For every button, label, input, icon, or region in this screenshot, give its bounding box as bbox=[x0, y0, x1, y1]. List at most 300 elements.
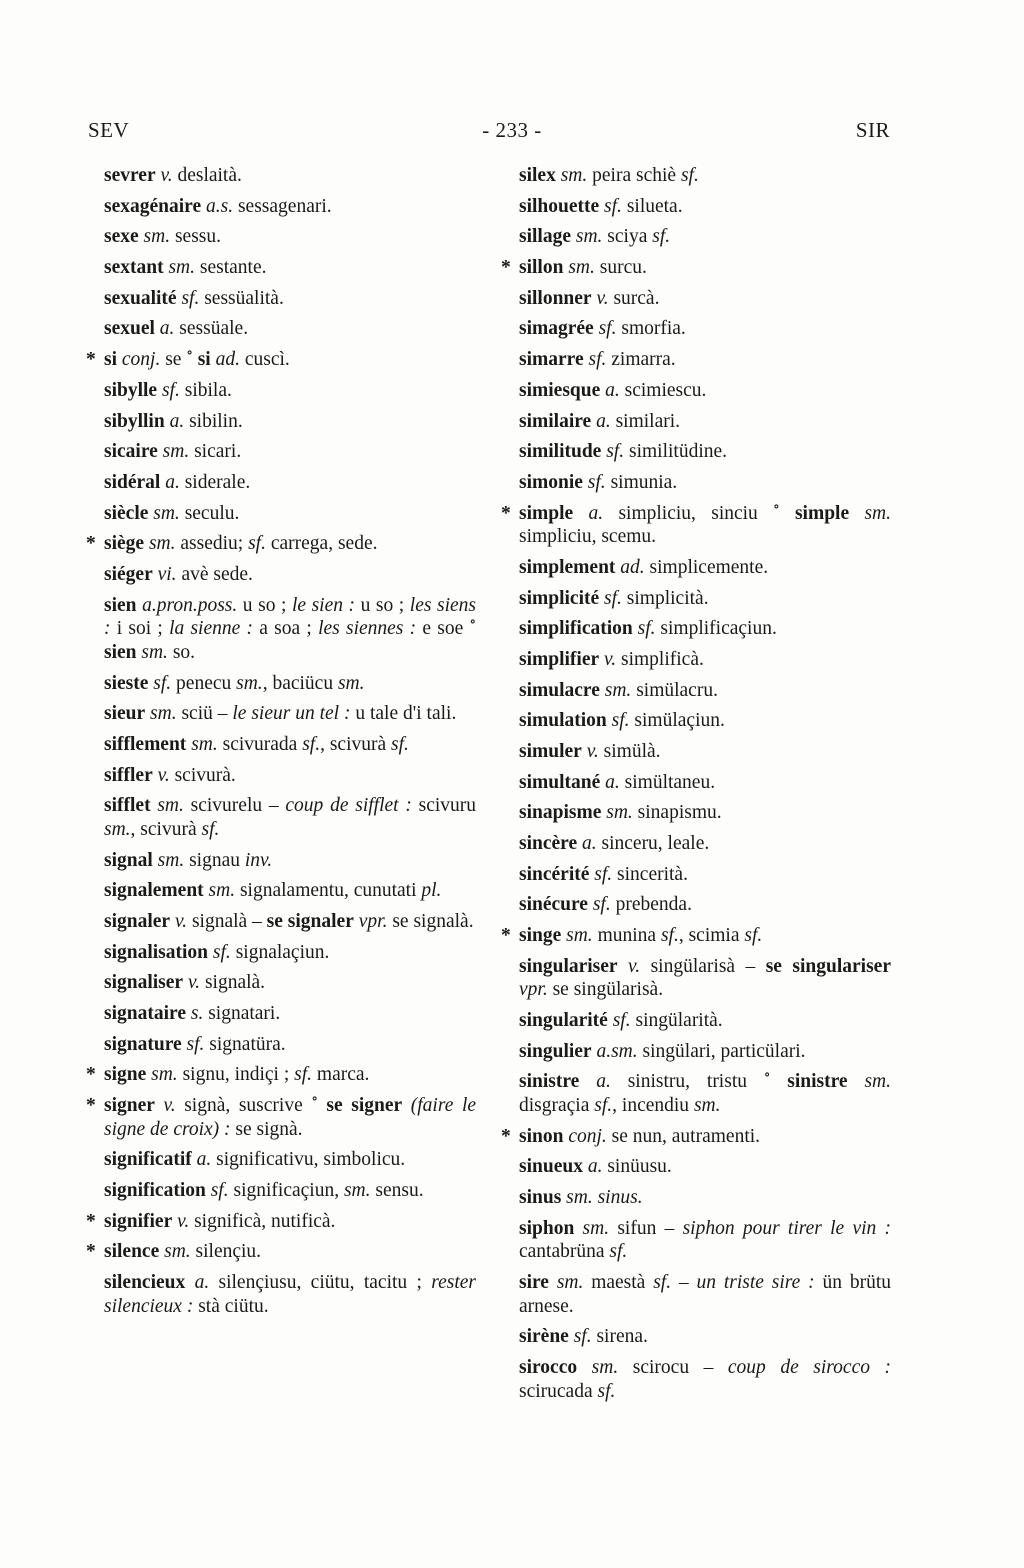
grammar-label: sf. bbox=[588, 349, 607, 371]
headword: signification bbox=[104, 1180, 206, 1201]
headword: sincère bbox=[519, 833, 578, 855]
grammar-label: a. bbox=[596, 410, 611, 432]
subentry-headword: se singulariser bbox=[765, 955, 891, 977]
grammar-label: vpr. bbox=[358, 910, 388, 932]
headword: sinon bbox=[519, 1125, 564, 1147]
headword: similitude bbox=[519, 441, 602, 463]
headword: sillonner bbox=[519, 287, 592, 309]
definition-text: sirena. bbox=[591, 1326, 648, 1348]
definition-text: se bbox=[160, 349, 187, 371]
grammar-label: sf. bbox=[653, 1272, 672, 1294]
dictionary-entry bbox=[519, 801, 891, 825]
dictionary-entry bbox=[519, 893, 891, 917]
headword: significatif bbox=[104, 1149, 192, 1171]
grammar-label: a.s. bbox=[206, 195, 234, 217]
subentry-headword: ˚ simple bbox=[773, 502, 850, 524]
headword: simiesque bbox=[519, 379, 601, 401]
grammar-label: sf. bbox=[181, 287, 200, 309]
headword: sincérité bbox=[519, 863, 590, 885]
dictionary-entry bbox=[519, 832, 891, 856]
headword: simuler bbox=[519, 740, 582, 762]
definition-text: sinapismu. bbox=[632, 802, 722, 824]
grammar-label: sf. bbox=[744, 925, 763, 947]
dictionary-entry bbox=[519, 348, 891, 372]
grammar-label: pl. bbox=[421, 880, 442, 902]
definition-text: stà ciütu. bbox=[193, 1295, 269, 1317]
subentry-headword: ˚ sinistre bbox=[763, 1071, 848, 1093]
grammar-label: v. bbox=[174, 910, 188, 932]
dictionary-entry bbox=[519, 771, 891, 795]
definition-text: signà, suscrive bbox=[175, 1095, 312, 1117]
headword: siège bbox=[104, 533, 145, 555]
dictionary-entry bbox=[519, 1186, 891, 1210]
definition-text: simülacru. bbox=[631, 679, 718, 701]
example-phrase: coup de sirocco : bbox=[727, 1357, 892, 1379]
dictionary-entry bbox=[86, 1063, 476, 1087]
dictionary-entry bbox=[104, 1179, 476, 1203]
grammar-label: sf. bbox=[186, 1033, 205, 1055]
definition-text: prebenda. bbox=[610, 894, 692, 916]
entry-star-marker: * bbox=[86, 1095, 96, 1117]
grammar-label: a. bbox=[588, 502, 604, 524]
definition-text: sestante. bbox=[195, 257, 267, 279]
headword: singularité bbox=[519, 1010, 608, 1032]
headword: sifflet bbox=[104, 795, 151, 817]
definition-text bbox=[155, 1095, 164, 1116]
grammar-label: sm. bbox=[693, 1095, 721, 1117]
dictionary-entry bbox=[519, 225, 891, 249]
definition-text: sessagenari. bbox=[233, 195, 332, 217]
grammar-label: sm. bbox=[604, 679, 632, 701]
dictionary-entry bbox=[104, 225, 476, 249]
entry-star-marker: * bbox=[86, 1064, 96, 1086]
headword: sirocco bbox=[519, 1357, 578, 1379]
grammar-label: sm. bbox=[236, 672, 263, 694]
grammar-label: sm. bbox=[168, 257, 195, 279]
headword: silencieux bbox=[104, 1272, 186, 1294]
dictionary-entry bbox=[104, 256, 476, 280]
headword: simulacre bbox=[519, 679, 600, 701]
headword: sien bbox=[104, 594, 137, 616]
headword: sevrer bbox=[104, 165, 156, 186]
grammar-label: sm. bbox=[150, 703, 177, 725]
headword: sibyllin bbox=[104, 410, 165, 432]
definition-text: sinistru, tristu bbox=[610, 1071, 764, 1093]
definition-text: , incendiu bbox=[612, 1095, 694, 1117]
grammar-label: v. bbox=[163, 1095, 176, 1117]
dictionary-entry bbox=[519, 1356, 891, 1403]
headword: siècle bbox=[104, 502, 149, 524]
definition-text: maestà bbox=[583, 1272, 654, 1294]
headword: sinapisme bbox=[519, 802, 602, 824]
grammar-label: sm. bbox=[143, 226, 171, 248]
definition-text: so. bbox=[167, 641, 196, 663]
definition-text: signu, indiçi ; bbox=[177, 1064, 295, 1086]
headword: signifier bbox=[104, 1210, 173, 1232]
left-column bbox=[86, 164, 477, 1325]
grammar-label: a.pron.poss. bbox=[142, 594, 238, 616]
definition-text: sensu. bbox=[370, 1180, 424, 1201]
dictionary-entry bbox=[104, 910, 476, 934]
grammar-label: v. bbox=[187, 972, 201, 994]
definition-text: assediu; bbox=[175, 533, 249, 555]
definition-text bbox=[574, 1218, 582, 1239]
grammar-label: v. bbox=[160, 165, 173, 186]
definition-text: cuscì. bbox=[239, 349, 290, 371]
definition-text: scivurelu – bbox=[183, 795, 286, 817]
subentry-headword: ˚ se signer bbox=[311, 1095, 403, 1117]
definition-text: penecu bbox=[171, 672, 237, 694]
headword: simagrée bbox=[519, 318, 594, 340]
example-phrase: les siens : bbox=[104, 594, 476, 640]
grammar-label: sm. bbox=[191, 733, 218, 755]
grammar-label: sm. bbox=[157, 795, 184, 817]
running-head-left: SEV bbox=[88, 118, 130, 142]
headword: sibylle bbox=[104, 379, 158, 401]
dictionary-entry bbox=[519, 379, 891, 403]
subentry-headword: ˚ si bbox=[186, 349, 211, 371]
grammar-label: sf. bbox=[612, 1010, 631, 1032]
grammar-label: sm. bbox=[575, 226, 603, 248]
grammar-label: sm. bbox=[153, 502, 180, 524]
definition-text: scivuru bbox=[411, 795, 477, 817]
grammar-label: conj. bbox=[568, 1125, 607, 1147]
headword: sexagénaire bbox=[104, 195, 202, 217]
headword: signal bbox=[104, 849, 153, 871]
grammar-label: ad. bbox=[620, 556, 645, 578]
definition-text: singülari, particülari. bbox=[637, 1040, 806, 1062]
definition-text bbox=[577, 1357, 592, 1378]
grammar-label: sf. bbox=[609, 1241, 628, 1263]
headword: si bbox=[104, 349, 118, 371]
grammar-label: sm. bbox=[556, 1272, 584, 1294]
definition-text bbox=[185, 1272, 194, 1293]
headword: sinueux bbox=[519, 1156, 583, 1178]
definition-text: zimarra. bbox=[606, 349, 676, 371]
grammar-label: v. bbox=[157, 764, 170, 786]
entry-star-marker: * bbox=[501, 257, 511, 279]
headword: signaliser bbox=[104, 972, 184, 994]
definition-text: sincerità. bbox=[612, 863, 688, 885]
headword: sinistre bbox=[519, 1071, 580, 1093]
dictionary-entry bbox=[104, 1033, 476, 1057]
definition-text bbox=[848, 1071, 865, 1092]
dictionary-entry bbox=[104, 1271, 476, 1318]
subentry-headword: ˚ sien bbox=[104, 618, 476, 663]
definition-text: signalaçiun. bbox=[230, 941, 330, 963]
definition-text: cantabrüna bbox=[519, 1241, 610, 1263]
definition-text: silueta. bbox=[621, 195, 683, 217]
grammar-label: sf. bbox=[604, 195, 622, 217]
grammar-label: sm. bbox=[162, 441, 190, 463]
example-phrase: le sien : bbox=[291, 594, 356, 616]
definition-text: e soe bbox=[416, 618, 470, 640]
dictionary-entry bbox=[104, 164, 476, 188]
headword: siffler bbox=[104, 764, 153, 786]
definition-text: signalà – bbox=[187, 910, 267, 932]
definition-text: similari. bbox=[610, 410, 681, 432]
definition-text: similitüdine. bbox=[624, 441, 728, 463]
definition-text: sessüale. bbox=[174, 318, 249, 340]
dictionary-entry bbox=[519, 955, 891, 1002]
definition-text: a soa ; bbox=[253, 618, 319, 640]
grammar-label: sf. bbox=[391, 733, 409, 755]
dictionary-entry bbox=[519, 740, 891, 764]
definition-text: munina bbox=[592, 925, 661, 947]
headword: sillon bbox=[519, 257, 564, 279]
definition-text: , scivurà bbox=[320, 733, 392, 755]
dictionary-entry bbox=[519, 317, 891, 341]
entry-star-marker: * bbox=[501, 1125, 511, 1147]
definition-text: sicari. bbox=[189, 441, 242, 463]
grammar-label: sm. bbox=[151, 1064, 178, 1086]
headword: simplement bbox=[519, 556, 616, 578]
headword: sinus bbox=[519, 1187, 562, 1209]
grammar-label: a. bbox=[165, 471, 180, 493]
definition-text: se signà. bbox=[230, 1118, 303, 1140]
definition-text: surcà. bbox=[608, 287, 660, 309]
definition-text: scirocu – bbox=[618, 1357, 728, 1379]
definition-text: scimiescu. bbox=[619, 379, 707, 401]
grammar-label: sf. bbox=[212, 941, 231, 963]
definition-text: carrega, sede. bbox=[265, 533, 378, 555]
dictionary-entry bbox=[104, 471, 476, 495]
grammar-label: sm. bbox=[864, 502, 891, 524]
right-column bbox=[501, 164, 892, 1410]
dictionary-entry bbox=[104, 733, 476, 757]
grammar-label: a. bbox=[169, 410, 185, 432]
definition-text bbox=[549, 1272, 557, 1293]
entry-star-marker: * bbox=[86, 1241, 96, 1263]
example-phrase: rester silencieux : bbox=[104, 1272, 476, 1317]
dictionary-entry bbox=[104, 287, 476, 311]
grammar-label: sm. bbox=[208, 880, 236, 902]
grammar-label: sf. bbox=[594, 1095, 613, 1117]
example-phrase: les siennes : bbox=[318, 618, 417, 640]
definition-text: significativu, simbolicu. bbox=[211, 1149, 406, 1171]
grammar-label: v. bbox=[177, 1210, 190, 1232]
definition-text: silençiu. bbox=[190, 1241, 262, 1263]
definition-text: se singülarisà. bbox=[547, 979, 664, 1001]
entry-star-marker: * bbox=[86, 1210, 96, 1232]
headword: sidéral bbox=[104, 471, 161, 493]
grammar-label: sf. bbox=[302, 733, 321, 755]
definition-text: sessüalità. bbox=[199, 287, 284, 309]
grammar-label: sm. bbox=[157, 849, 185, 871]
dictionary-entry bbox=[104, 317, 476, 341]
entry-star-marker: * bbox=[501, 925, 511, 947]
dictionary-entry bbox=[104, 195, 476, 219]
grammar-label: sf. bbox=[604, 587, 622, 609]
definition-text: simplicità. bbox=[621, 587, 709, 609]
headword: sextant bbox=[104, 257, 164, 279]
headword: signer bbox=[104, 1095, 155, 1117]
dictionary-entry bbox=[519, 1070, 891, 1117]
example-phrase: le sieur un tel : bbox=[232, 703, 351, 725]
dictionary-entry bbox=[104, 440, 476, 464]
dictionary-entry bbox=[519, 709, 891, 733]
headword: sieur bbox=[104, 703, 146, 725]
grammar-label: sf. bbox=[573, 1326, 592, 1348]
definition-text: – bbox=[671, 1272, 697, 1294]
grammar-label: vi. bbox=[157, 563, 177, 585]
dictionary-entry bbox=[519, 164, 891, 188]
definition-text bbox=[849, 503, 864, 524]
definition-text: sibila. bbox=[179, 379, 232, 401]
definition-text: surcu. bbox=[594, 257, 647, 279]
definition-text: signalamentu, cunutati bbox=[235, 880, 422, 902]
dictionary-entry bbox=[104, 672, 476, 696]
definition-text: se nun, autramenti. bbox=[606, 1125, 761, 1147]
dictionary-entry bbox=[104, 1002, 476, 1026]
definition-text: singülarità. bbox=[630, 1010, 723, 1032]
headword: siphon bbox=[519, 1217, 575, 1239]
headword: sifflement bbox=[104, 733, 187, 755]
grammar-label: sm. bbox=[591, 1357, 619, 1379]
headword: silence bbox=[104, 1241, 160, 1263]
grammar-label: a. bbox=[605, 771, 620, 793]
dictionary-entry bbox=[519, 1040, 891, 1064]
grammar-label: s. bbox=[190, 1002, 204, 1024]
running-head-right: SIR bbox=[855, 118, 890, 142]
definition-text: scivurada bbox=[217, 733, 303, 755]
definition-text: significà, nutificà. bbox=[189, 1210, 336, 1232]
page-number: - 233 - bbox=[482, 118, 542, 142]
example-phrase: (faire le signe de croix) : bbox=[104, 1095, 477, 1140]
headword: sexuel bbox=[104, 318, 155, 340]
grammar-label: sf. bbox=[594, 863, 613, 885]
dictionary-entry bbox=[519, 440, 891, 464]
headword: similaire bbox=[519, 410, 592, 432]
definition-text: u so ; bbox=[237, 594, 292, 616]
headword: simultané bbox=[519, 771, 601, 793]
headword: simplification bbox=[519, 618, 633, 640]
grammar-label: ad. bbox=[215, 349, 240, 371]
headword: signe bbox=[104, 1064, 147, 1086]
definition-text: scivurà. bbox=[169, 764, 236, 786]
headword: simplifier bbox=[519, 648, 600, 670]
definition-text: signalà. bbox=[200, 972, 266, 994]
definition-text: sessu. bbox=[170, 226, 221, 248]
grammar-label: v. bbox=[586, 740, 599, 762]
grammar-label: sf. bbox=[680, 165, 699, 186]
grammar-label: sf. bbox=[637, 618, 656, 640]
dictionary-entry bbox=[501, 256, 891, 280]
headword: signalement bbox=[104, 880, 204, 902]
headword: simulation bbox=[519, 710, 607, 732]
dictionary-entry bbox=[519, 617, 891, 641]
grammar-label: sm. bbox=[568, 257, 595, 279]
headword: signaler bbox=[104, 910, 171, 932]
grammar-label: sm. bbox=[164, 1241, 191, 1263]
dictionary-entry bbox=[86, 1240, 476, 1264]
definition-text: singülarisà – bbox=[640, 955, 766, 977]
dictionary-entry bbox=[519, 1325, 891, 1349]
dictionary-entry bbox=[104, 971, 476, 995]
dictionary-entry bbox=[104, 410, 476, 434]
dictionary-entry bbox=[104, 594, 476, 665]
dictionary-entry bbox=[86, 1094, 477, 1141]
definition-text bbox=[573, 503, 588, 524]
dictionary-entry bbox=[104, 941, 476, 965]
grammar-label: sm. bbox=[337, 672, 365, 694]
grammar-label: v. bbox=[604, 648, 617, 670]
definition-text: simülà. bbox=[598, 740, 661, 762]
grammar-label: a. bbox=[194, 1272, 210, 1294]
dictionary-entry bbox=[519, 195, 891, 219]
subentry-headword: se signaler bbox=[266, 910, 354, 932]
dictionary-entry bbox=[519, 1009, 891, 1033]
definition-text: silençiusu, ciütu, tacitu ; bbox=[209, 1272, 432, 1294]
definition-text: signau bbox=[184, 849, 245, 871]
grammar-label: sm. bbox=[864, 1071, 892, 1093]
dictionary-entry bbox=[86, 532, 476, 556]
grammar-label: sm. bbox=[343, 1180, 371, 1201]
grammar-label: vpr. bbox=[519, 979, 548, 1001]
dictionary-entry bbox=[519, 410, 891, 434]
dictionary-entry bbox=[104, 849, 476, 873]
dictionary-entry bbox=[519, 1271, 891, 1318]
dictionary-entry bbox=[501, 924, 891, 948]
entry-star-marker: * bbox=[86, 533, 96, 555]
dictionary-entry bbox=[519, 679, 891, 703]
dictionary-entry bbox=[519, 863, 891, 887]
grammar-label: sf. bbox=[606, 441, 625, 463]
headword: singulier bbox=[519, 1040, 592, 1062]
definition-text: i soi ; bbox=[110, 618, 170, 640]
definition-text: u tale d'i tali. bbox=[350, 703, 457, 725]
definition-text: sinceru, leale. bbox=[596, 833, 710, 855]
grammar-label: sf. bbox=[210, 1180, 229, 1201]
grammar-label: conj. bbox=[121, 349, 161, 371]
headword: signataire bbox=[104, 1002, 186, 1024]
dictionary-entry bbox=[519, 648, 891, 672]
grammar-label: sf. bbox=[592, 894, 611, 916]
headword: singulariser bbox=[519, 955, 618, 977]
headword: sinécure bbox=[519, 894, 588, 916]
definition-text: se signalà. bbox=[387, 910, 474, 932]
headword: siéger bbox=[104, 563, 153, 585]
headword: sillage bbox=[519, 226, 571, 248]
headword: sicaire bbox=[104, 441, 158, 463]
entry-star-marker: * bbox=[86, 349, 96, 371]
definition-text: signatari. bbox=[203, 1002, 281, 1024]
dictionary-entry bbox=[519, 287, 891, 311]
headword: sexualité bbox=[104, 287, 177, 309]
definition-text: signatüra. bbox=[204, 1033, 286, 1055]
headword: sexe bbox=[104, 226, 139, 248]
dictionary-entry bbox=[86, 348, 476, 372]
grammar-label: sf. bbox=[611, 710, 630, 732]
grammar-label: sm. bbox=[148, 533, 176, 555]
dictionary-entry bbox=[501, 1125, 891, 1149]
headword: simonie bbox=[519, 471, 583, 493]
grammar-label: a. bbox=[605, 379, 620, 401]
example-phrase: coup de sifflet : bbox=[285, 795, 412, 817]
headword: silhouette bbox=[519, 195, 600, 217]
headword: simple bbox=[519, 502, 574, 524]
dictionary-entry bbox=[104, 1148, 476, 1172]
grammar-label: sm. bbox=[566, 925, 593, 947]
grammar-label: a. bbox=[587, 1156, 603, 1178]
definition-text: peira schiè bbox=[587, 165, 681, 186]
dictionary-entry bbox=[104, 764, 476, 788]
dictionary-entry bbox=[519, 1217, 891, 1264]
example-phrase: siphon pour tirer le vin : bbox=[682, 1217, 892, 1239]
definition-text: sciü – bbox=[176, 703, 233, 725]
grammar-label: sf. bbox=[598, 318, 617, 340]
definition-text: u so ; bbox=[355, 594, 410, 616]
